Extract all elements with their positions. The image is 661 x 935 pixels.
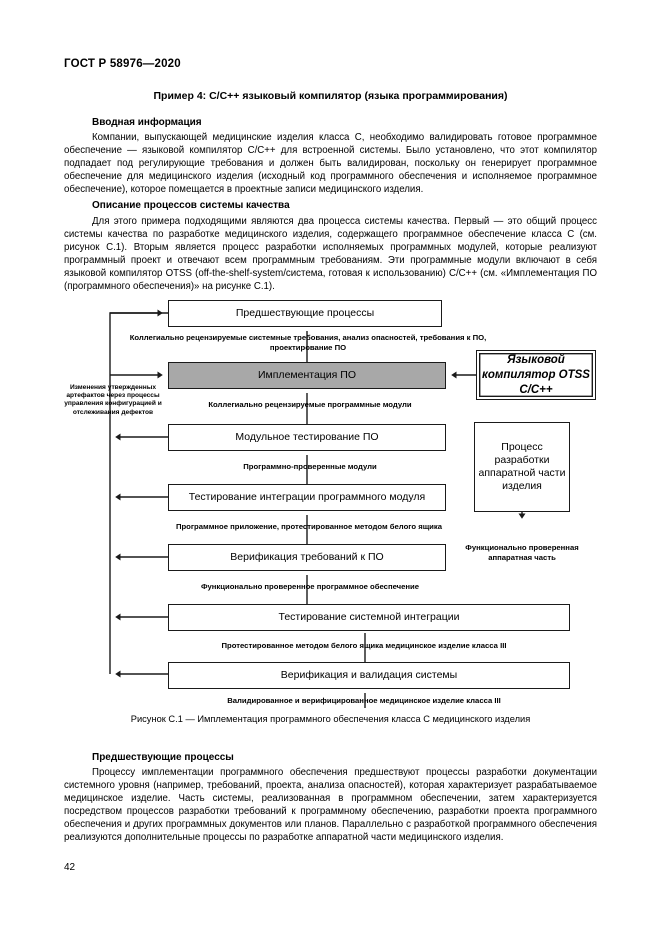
node-label: Верификация и валидация системы (280, 669, 458, 681)
node-system-integration-testing[interactable] (168, 604, 570, 631)
node-preceding-processes[interactable] (168, 300, 442, 327)
edge-label-to-unit-testing: Коллегиально рецензируемые программные модули (208, 400, 412, 409)
edge-label-to-implementation: Коллегиально рецензируемые системные требования, анализ опасностей, требования к ПО, проектирование ПО (129, 333, 487, 352)
node-otss-compiler[interactable] (476, 350, 596, 400)
edge-label-to-requirements-verification: Программное приложение, протестированное методом белого ящика (175, 522, 443, 531)
qms-paragraph: Для этого примера подходящими являются два процесса системы качества. Первый — это общий процесс системы качества по разработке медицинского изделия, содержащего программное обеспечение класса C (см. рисунок C.1). Вторым является процесс разработки исполняемых программных модулей, которые реализуют программный проект и отвечают всем программным требованиям. Эти программные модули включают в себя языковой компилятор OTSS (off-the-shelf-system/система, готовая к использованию) C/C++ (см. «Имплементация ПО (программного обеспечения)» на рисунке C.1). (64, 216, 597, 293)
edge-label-to-module-integration: Программно-проверенные модули (243, 462, 377, 471)
node-unit-testing[interactable] (168, 424, 446, 451)
standard-designation: ГОСТ Р 58976—2020 (64, 58, 181, 70)
node-label: Предшествующие процессы (235, 307, 375, 319)
edge-label-to-system-verification: Протестированное методом белого ящика медицинское изделие класса III (221, 641, 507, 650)
intro-heading: Вводная информация (92, 117, 202, 128)
edge-label-hardware-output: Функционально проверенная аппаратная часть (465, 543, 579, 562)
node-label: Имплементация ПО (257, 369, 356, 381)
intro-paragraph: Компании, выпускающей медицинские изделия класса C, необходимо валидировать готовое программное обеспечение — языковой компилятор C/C++ для встроенной системы. Было установлено, что этот компилятор подпадает под регулирующие требования и должен быть валидирован, поскольку он генерирует программное обеспечение для медицинского изделия (исходный код программного обеспечения и исполняемое программное обеспечение), которое помещается в проектные записи медицинского изделия. (64, 132, 597, 196)
qms-heading: Описание процессов системы качества (92, 200, 290, 211)
edge-label-final-output: Валидированное и верифицированное медицинское изделие класса III (227, 696, 501, 705)
node-label: Процесс разработки аппаратной части изделия (478, 441, 566, 492)
figure-caption: Рисунок С.1 — Имплементация программного обеспечения класса C медицинского изделия (130, 714, 531, 724)
feedback-loop-label: Изменения утвержденных артефактов через процессы управления конфигурацией и отслеживания дефектов (64, 384, 162, 416)
node-requirements-verification[interactable] (168, 544, 446, 571)
node-label: Тестирование интеграции программного модуля (188, 491, 426, 503)
edge-label-to-system-integration: Функционально проверенное программное обеспечение (200, 582, 420, 591)
node-label: Тестирование системной интеграции (278, 611, 460, 623)
node-software-implementation[interactable] (168, 362, 446, 389)
node-label: Модульное тестирование ПО (235, 431, 379, 443)
node-system-verification-validation[interactable] (168, 662, 570, 689)
node-hardware-development-process[interactable] (474, 422, 570, 512)
figure-c1-diagram (0, 296, 661, 708)
node-label: Верификация требований к ПО (230, 551, 384, 563)
node-module-integration-testing[interactable] (168, 484, 446, 511)
preceding-processes-heading: Предшествующие процессы (92, 752, 234, 763)
example-title: Пример 4: C/C++ языковый компилятор (языка программирования) (153, 90, 508, 102)
node-label: Языковой компилятор OTSS C/C++ (482, 353, 590, 396)
page-number: 42 (64, 862, 76, 873)
preceding-processes-paragraph: Процессу имплементации программного обеспечения предшествуют процессы разработки документации системного уровня (например, требований, проекта, анализа опасностей), которая характеризует разрабатываемое медицинское изделие. Часть системы, реализованная в программном обеспечении, затем характеризуется посредством процессов разработки требований к программному обеспечению, разработки проекта программного обеспечения и других программных документов или планов. Параллельно с разработкой программного обеспечения реализуются дополнительные процессы по разработке аппаратной части медицинского изделия. (64, 767, 597, 844)
